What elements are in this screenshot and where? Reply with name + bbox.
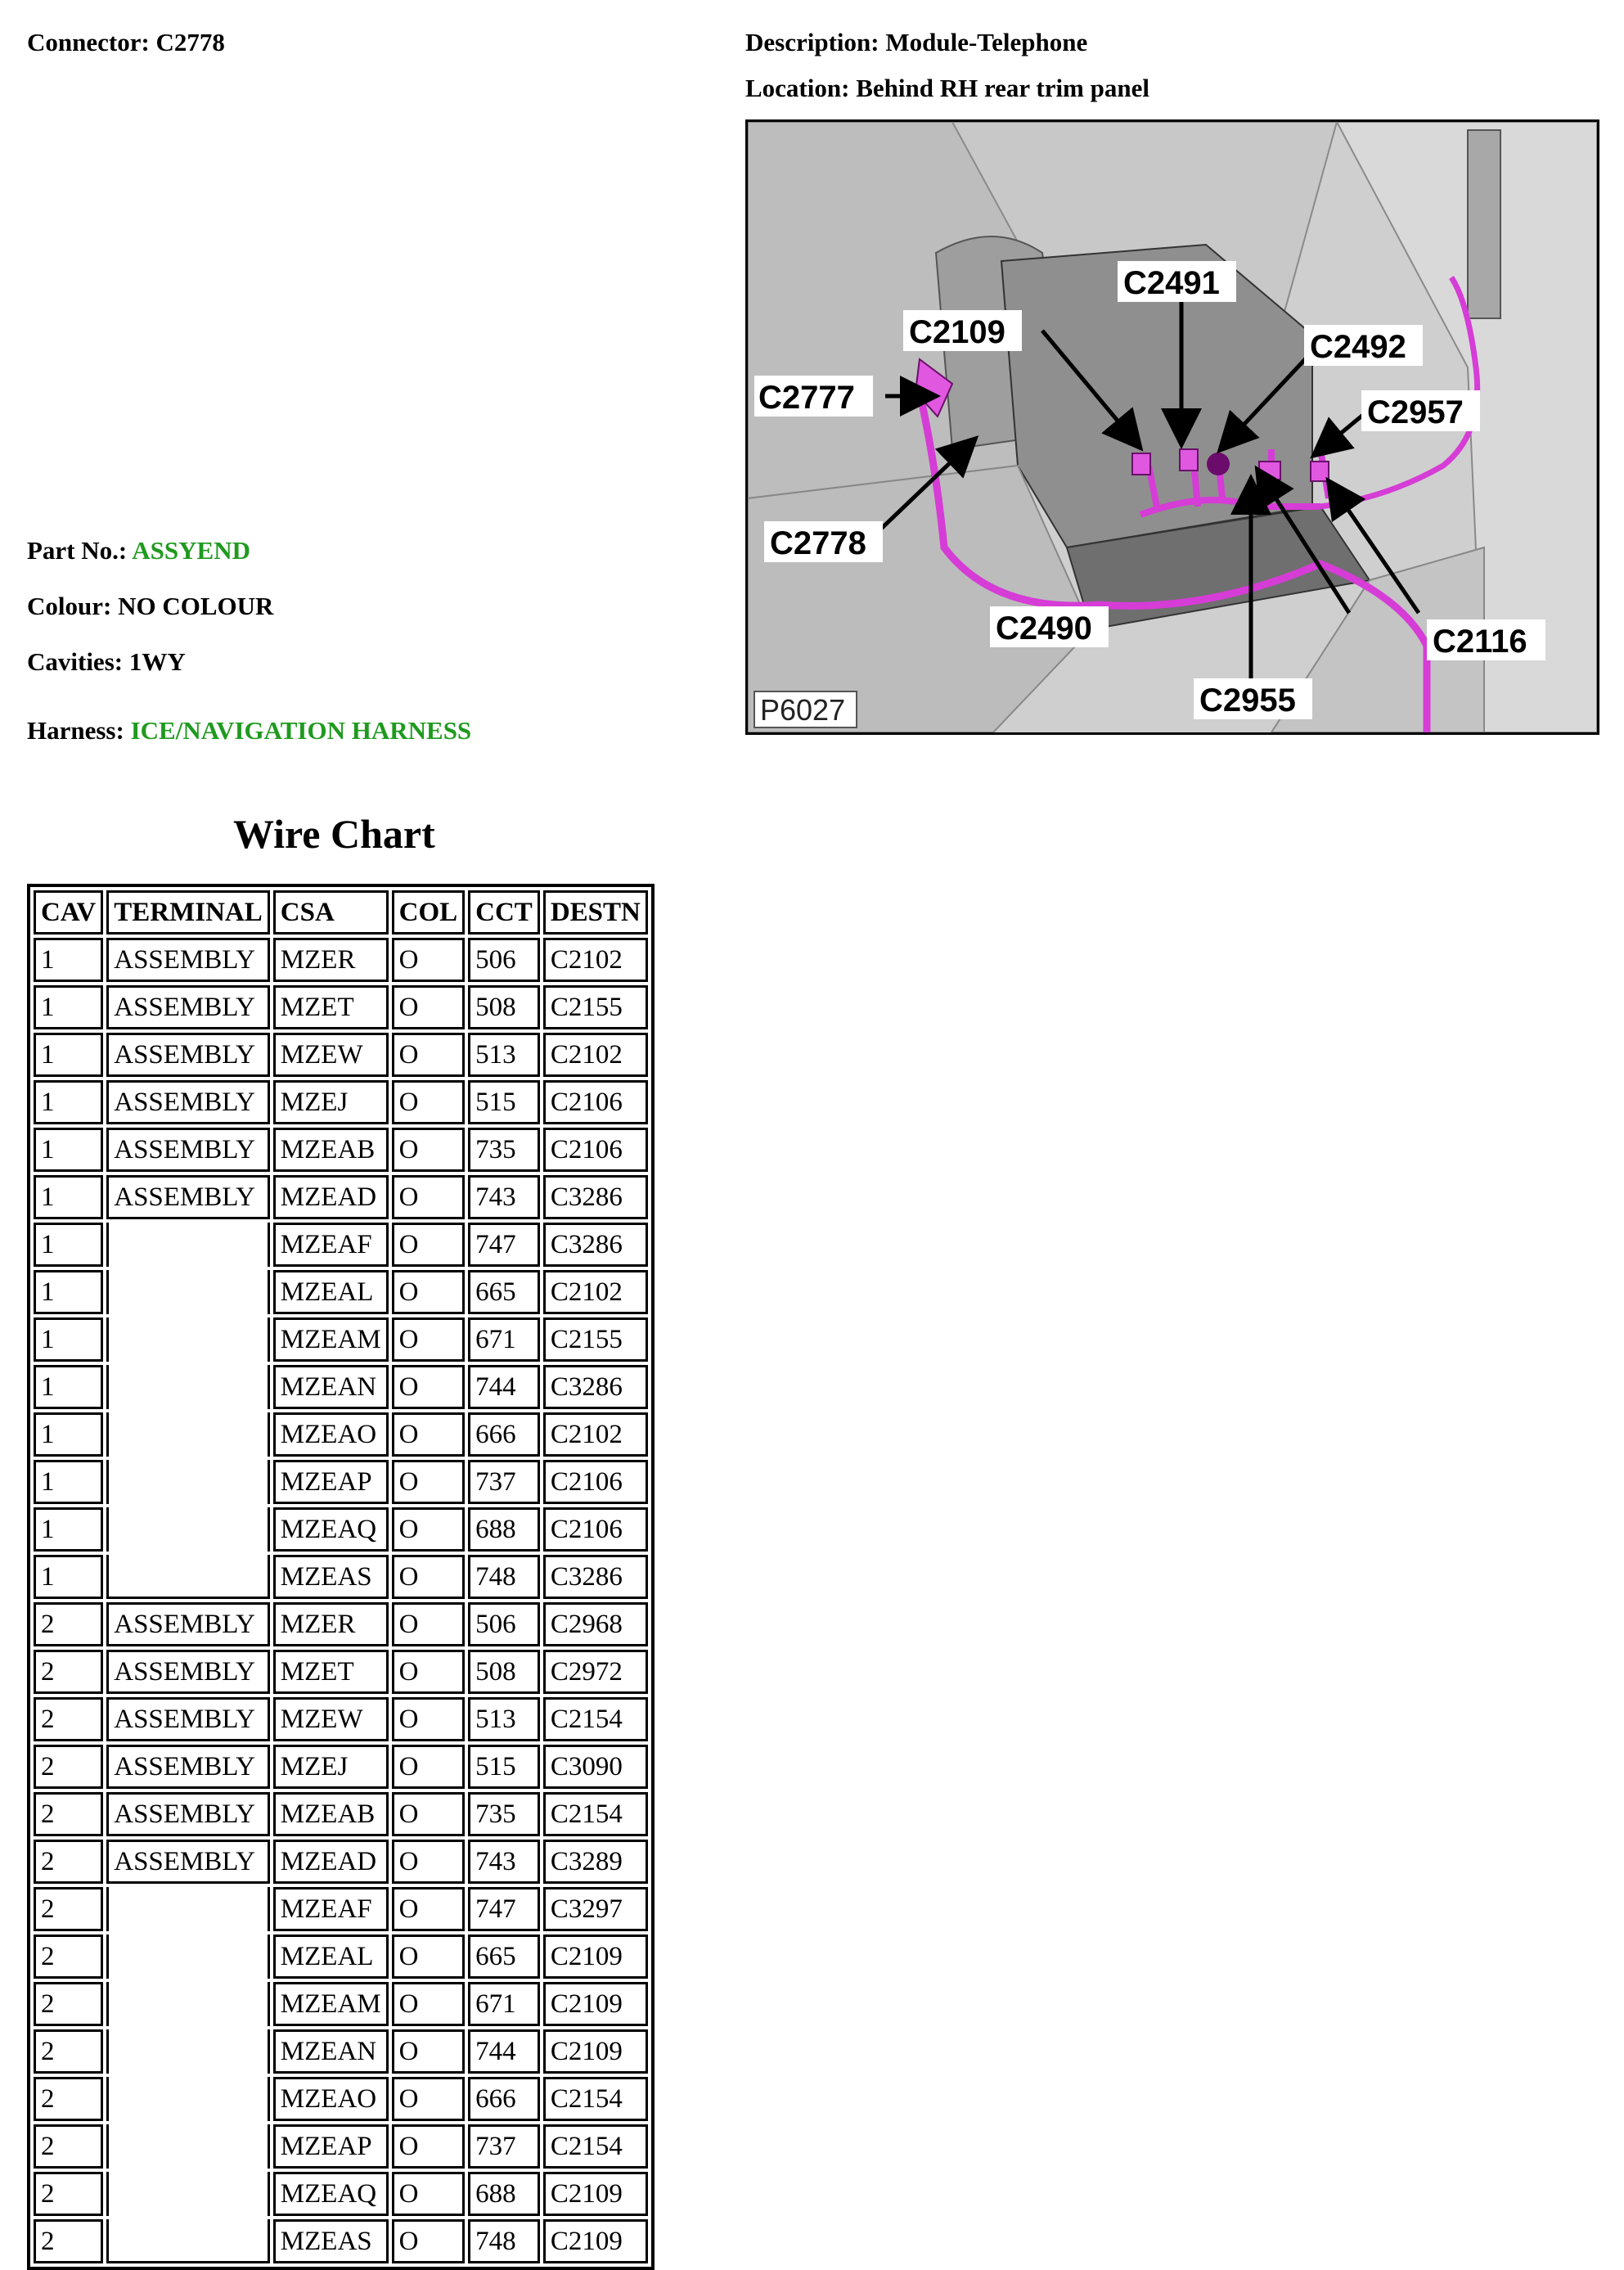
cell-csa: MZEJ xyxy=(273,1745,389,1789)
cell-csa: MZEAN xyxy=(273,1365,389,1409)
cell-destn: C2106 xyxy=(543,1507,648,1552)
cell-destn: C2109 xyxy=(543,1934,648,1979)
cell-cct: 515 xyxy=(468,1745,540,1789)
cell-col: O xyxy=(392,1507,466,1552)
cell-cav: 2 xyxy=(34,1792,103,1836)
wire-chart-title: Wire Chart xyxy=(233,811,435,857)
table-row xyxy=(34,1033,648,1077)
cell-cct: 515 xyxy=(468,1080,540,1124)
cell-col: O xyxy=(392,1365,466,1409)
table-row xyxy=(34,1128,648,1172)
cell-csa: MZET xyxy=(273,985,389,1029)
cell-col: O xyxy=(392,2172,466,2216)
cell-csa: MZEW xyxy=(273,1697,389,1741)
cell-cav: 1 xyxy=(34,1175,103,1219)
cell-cct: 506 xyxy=(468,1602,540,1646)
cell-terminal: ASSEMBLY xyxy=(106,1697,270,1741)
cell-terminal xyxy=(106,2029,270,2074)
cell-cct: 513 xyxy=(468,1697,540,1741)
cell-cct: 671 xyxy=(468,1982,540,2026)
cell-cav: 1 xyxy=(34,938,103,982)
cell-cct: 747 xyxy=(468,1887,540,1931)
cell-destn: C2109 xyxy=(543,2219,648,2263)
table-row xyxy=(34,1650,648,1694)
cell-cav: 2 xyxy=(34,1745,103,1789)
cell-terminal xyxy=(106,1555,270,1599)
cell-cav: 2 xyxy=(34,1602,103,1646)
cell-terminal: ASSEMBLY xyxy=(106,1175,270,1219)
colour-label: Colour: xyxy=(27,592,112,620)
cell-cav: 2 xyxy=(34,1934,103,1979)
cell-col: O xyxy=(392,1080,466,1124)
cell-col: O xyxy=(392,1697,466,1741)
cell-csa: MZEAF xyxy=(273,1887,389,1931)
cell-cct: 735 xyxy=(468,1792,540,1836)
cell-cav: 1 xyxy=(34,1223,103,1267)
part-no-field xyxy=(27,536,250,565)
callout-c2778: C2778 xyxy=(770,525,866,561)
cell-csa: MZEAP xyxy=(273,1460,389,1504)
harness-field xyxy=(27,716,471,745)
header-terminal: TERMINAL xyxy=(106,890,270,935)
cell-col: O xyxy=(392,1840,466,1884)
cell-cav: 1 xyxy=(34,1507,103,1552)
cell-col: O xyxy=(392,1033,466,1077)
cell-csa: MZEAM xyxy=(273,1317,389,1362)
cell-csa: MZEAM xyxy=(273,1982,389,2026)
table-row xyxy=(34,1317,648,1362)
wire-chart-body xyxy=(34,938,648,2263)
cell-cct: 513 xyxy=(468,1033,540,1077)
table-row xyxy=(34,938,648,982)
cell-destn: C2102 xyxy=(543,1412,648,1457)
cell-terminal xyxy=(106,1460,270,1504)
cell-csa: MZEAO xyxy=(273,1412,389,1457)
cell-cct: 508 xyxy=(468,1650,540,1694)
cell-destn: C3289 xyxy=(543,1840,648,1884)
table-row xyxy=(34,985,648,1029)
connector-field xyxy=(27,28,225,57)
connector-c2492-body xyxy=(1207,453,1230,475)
cell-terminal: ASSEMBLY xyxy=(106,1840,270,1884)
cell-cct: 744 xyxy=(468,1365,540,1409)
cell-col: O xyxy=(392,1175,466,1219)
colour-value: NO COLOUR xyxy=(118,592,274,620)
cell-csa: MZEAS xyxy=(273,1555,389,1599)
cell-cav: 1 xyxy=(34,1080,103,1124)
cell-cav: 1 xyxy=(34,1412,103,1457)
cell-destn: C2106 xyxy=(543,1128,648,1172)
header-col: COL xyxy=(392,890,466,935)
cell-cav: 1 xyxy=(34,1365,103,1409)
cell-cav: 2 xyxy=(34,1650,103,1694)
cavities-value: 1WY xyxy=(128,647,186,676)
table-row xyxy=(34,1602,648,1646)
cell-destn: C2155 xyxy=(543,1317,648,1362)
cell-cct: 666 xyxy=(468,2077,540,2121)
cell-cct: 671 xyxy=(468,1317,540,1362)
table-row xyxy=(34,1270,648,1314)
cell-terminal: ASSEMBLY xyxy=(106,1602,270,1646)
cell-destn: C3286 xyxy=(543,1175,648,1219)
cell-destn: C3286 xyxy=(543,1555,648,1599)
cell-destn: C2109 xyxy=(543,1982,648,2026)
cell-terminal xyxy=(106,2124,270,2169)
description-label: Description: xyxy=(745,28,879,56)
cell-cct: 737 xyxy=(468,2124,540,2169)
table-row xyxy=(34,1934,648,1979)
table-row xyxy=(34,1840,648,1884)
cell-col: O xyxy=(392,1982,466,2026)
cell-destn: C2106 xyxy=(543,1460,648,1504)
table-row xyxy=(34,1365,648,1409)
cell-cct: 743 xyxy=(468,1175,540,1219)
callout-c2491: C2491 xyxy=(1123,265,1220,301)
cell-cct: 744 xyxy=(468,2029,540,2074)
cell-cav: 2 xyxy=(34,2124,103,2169)
cell-terminal: ASSEMBLY xyxy=(106,1745,270,1789)
cell-cct: 747 xyxy=(468,1223,540,1267)
cell-col: O xyxy=(392,1460,466,1504)
cell-terminal xyxy=(106,1317,270,1362)
table-row xyxy=(34,1887,648,1931)
cell-terminal xyxy=(106,1412,270,1457)
cell-csa: MZEAQ xyxy=(273,1507,389,1552)
table-row xyxy=(34,1697,648,1741)
callout-c2109: C2109 xyxy=(909,314,1005,350)
cell-cct: 688 xyxy=(468,1507,540,1552)
wire-chart-table xyxy=(27,884,655,2270)
cell-cav: 2 xyxy=(34,2029,103,2074)
callout-c2116: C2116 xyxy=(1433,624,1527,660)
harness-label: Harness: xyxy=(27,716,124,745)
cell-csa: MZEAP xyxy=(273,2124,389,2169)
cell-destn: C3090 xyxy=(543,1745,648,1789)
table-row xyxy=(34,1080,648,1124)
cell-terminal: ASSEMBLY xyxy=(106,1128,270,1172)
cell-terminal: ASSEMBLY xyxy=(106,1792,270,1836)
cell-col: O xyxy=(392,1223,466,1267)
shock-absorber xyxy=(1468,130,1500,318)
cell-cav: 1 xyxy=(34,1270,103,1314)
cell-csa: MZEAO xyxy=(273,2077,389,2121)
cell-col: O xyxy=(392,938,466,982)
cell-terminal xyxy=(106,1982,270,2026)
connector-c2491-body xyxy=(1180,449,1198,471)
table-row xyxy=(34,2029,648,2074)
cell-col: O xyxy=(392,1934,466,1979)
cell-csa: MZET xyxy=(273,1650,389,1694)
cell-col: O xyxy=(392,1602,466,1646)
cell-cct: 688 xyxy=(468,2172,540,2216)
cell-col: O xyxy=(392,1128,466,1172)
cell-destn: C2102 xyxy=(543,938,648,982)
part-no-value[interactable]: ASSYEND xyxy=(132,536,250,565)
cell-cav: 2 xyxy=(34,1982,103,2026)
table-row xyxy=(34,1223,648,1267)
header-destn: DESTN xyxy=(543,890,648,935)
cell-col: O xyxy=(392,2219,466,2263)
cell-cav: 2 xyxy=(34,2172,103,2216)
colour-field xyxy=(27,592,273,621)
cell-terminal: ASSEMBLY xyxy=(106,1650,270,1694)
cell-col: O xyxy=(392,1650,466,1694)
table-header-row xyxy=(34,890,648,935)
cell-destn: C2109 xyxy=(543,2172,648,2216)
cell-cav: 1 xyxy=(34,1317,103,1362)
cell-destn: C3286 xyxy=(543,1365,648,1409)
cell-col: O xyxy=(392,1412,466,1457)
cell-destn: C2106 xyxy=(543,1080,648,1124)
cell-cct: 665 xyxy=(468,1270,540,1314)
table-row xyxy=(34,1460,648,1504)
cavities-field xyxy=(27,647,186,677)
harness-value[interactable]: ICE/NAVIGATION HARNESS xyxy=(130,716,472,745)
cell-terminal: ASSEMBLY xyxy=(106,985,270,1029)
vehicle-diagram xyxy=(748,122,1597,732)
cell-destn: C2109 xyxy=(543,2029,648,2074)
cell-csa: MZEAQ xyxy=(273,2172,389,2216)
cell-destn: C2155 xyxy=(543,985,648,1029)
cell-col: O xyxy=(392,2077,466,2121)
cell-cav: 2 xyxy=(34,1887,103,1931)
description-value: Module-Telephone xyxy=(885,28,1088,56)
cell-destn: C2154 xyxy=(543,1792,648,1836)
cell-csa: MZEAD xyxy=(273,1840,389,1884)
location-value: Behind RH rear trim panel xyxy=(856,74,1149,102)
cell-cav: 1 xyxy=(34,1555,103,1599)
cell-terminal xyxy=(106,1365,270,1409)
cell-cct: 748 xyxy=(468,2219,540,2263)
table-row xyxy=(34,2124,648,2169)
cell-csa: MZER xyxy=(273,1602,389,1646)
table-row xyxy=(34,1745,648,1789)
cell-csa: MZEAL xyxy=(273,1270,389,1314)
cell-destn: C2102 xyxy=(543,1270,648,1314)
table-row xyxy=(34,1555,648,1599)
cell-csa: MZER xyxy=(273,938,389,982)
location-label: Location: xyxy=(745,74,850,102)
cell-cav: 2 xyxy=(34,1697,103,1741)
cell-col: O xyxy=(392,1887,466,1931)
description-field xyxy=(745,28,1087,57)
connector-c2109-body xyxy=(1132,453,1150,475)
cell-cav: 1 xyxy=(34,1460,103,1504)
cell-csa: MZEAF xyxy=(273,1223,389,1267)
cell-cct: 506 xyxy=(468,938,540,982)
cell-csa: MZEAN xyxy=(273,2029,389,2074)
cell-terminal xyxy=(106,1934,270,1979)
cell-col: O xyxy=(392,985,466,1029)
table-row xyxy=(34,2219,648,2263)
cell-cct: 666 xyxy=(468,1412,540,1457)
figure-code: P6027 xyxy=(760,693,846,727)
cell-terminal: ASSEMBLY xyxy=(106,1080,270,1124)
header-cav: CAV xyxy=(34,890,103,935)
cell-destn: C2154 xyxy=(543,2124,648,2169)
cell-destn: C2102 xyxy=(543,1033,648,1077)
cell-csa: MZEAB xyxy=(273,1792,389,1836)
table-row xyxy=(34,2172,648,2216)
cell-terminal xyxy=(106,1887,270,1931)
cell-cav: 2 xyxy=(34,1840,103,1884)
connector-label: Connector: xyxy=(27,28,150,56)
cell-cav: 1 xyxy=(34,985,103,1029)
cell-terminal: ASSEMBLY xyxy=(106,938,270,982)
cell-cct: 743 xyxy=(468,1840,540,1884)
cell-destn: C2972 xyxy=(543,1650,648,1694)
cell-terminal xyxy=(106,1507,270,1552)
cell-csa: MZEAB xyxy=(273,1128,389,1172)
table-row xyxy=(34,1792,648,1836)
cell-cav: 1 xyxy=(34,1033,103,1077)
table-row xyxy=(34,1507,648,1552)
cell-cct: 735 xyxy=(468,1128,540,1172)
cell-csa: MZEAL xyxy=(273,1934,389,1979)
callout-c2777: C2777 xyxy=(758,380,855,416)
cell-cav: 1 xyxy=(34,1128,103,1172)
location-field xyxy=(745,74,1149,103)
cell-col: O xyxy=(392,2124,466,2169)
callout-c2492: C2492 xyxy=(1310,329,1406,365)
header-cct: CCT xyxy=(468,890,540,935)
location-figure xyxy=(745,119,1599,735)
cell-cav: 2 xyxy=(34,2077,103,2121)
part-no-label: Part No.: xyxy=(27,536,128,565)
cell-terminal xyxy=(106,2219,270,2263)
cell-csa: MZEW xyxy=(273,1033,389,1077)
cell-destn: C3286 xyxy=(543,1223,648,1267)
cell-cct: 508 xyxy=(468,985,540,1029)
cell-terminal xyxy=(106,2172,270,2216)
cell-csa: MZEAD xyxy=(273,1175,389,1219)
cell-col: O xyxy=(392,1317,466,1362)
cell-col: O xyxy=(392,1555,466,1599)
cell-cct: 665 xyxy=(468,1934,540,1979)
cell-col: O xyxy=(392,1270,466,1314)
callout-c2957: C2957 xyxy=(1367,394,1464,430)
cell-cct: 748 xyxy=(468,1555,540,1599)
cell-destn: C2968 xyxy=(543,1602,648,1646)
cell-terminal xyxy=(106,1223,270,1267)
cell-cct: 737 xyxy=(468,1460,540,1504)
callout-c2490: C2490 xyxy=(996,610,1092,646)
callout-c2955: C2955 xyxy=(1199,682,1296,718)
cell-destn: C3297 xyxy=(543,1887,648,1931)
connector-c2957-body xyxy=(1311,462,1329,481)
cell-terminal: ASSEMBLY xyxy=(106,1033,270,1077)
cell-terminal xyxy=(106,2077,270,2121)
cell-destn: C2154 xyxy=(543,2077,648,2121)
cell-terminal xyxy=(106,1270,270,1314)
cell-col: O xyxy=(392,1745,466,1789)
cell-col: O xyxy=(392,2029,466,2074)
cell-csa: MZEAS xyxy=(273,2219,389,2263)
table-row xyxy=(34,1412,648,1457)
table-row xyxy=(34,1982,648,2026)
cell-col: O xyxy=(392,1792,466,1836)
cavities-label: Cavities: xyxy=(27,647,124,676)
cell-csa: MZEJ xyxy=(273,1080,389,1124)
connector-value: C2778 xyxy=(155,28,225,56)
cell-destn: C2154 xyxy=(543,1697,648,1741)
table-row xyxy=(34,1175,648,1219)
table-row xyxy=(34,2077,648,2121)
cell-cav: 2 xyxy=(34,2219,103,2263)
header-csa: CSA xyxy=(273,890,389,935)
